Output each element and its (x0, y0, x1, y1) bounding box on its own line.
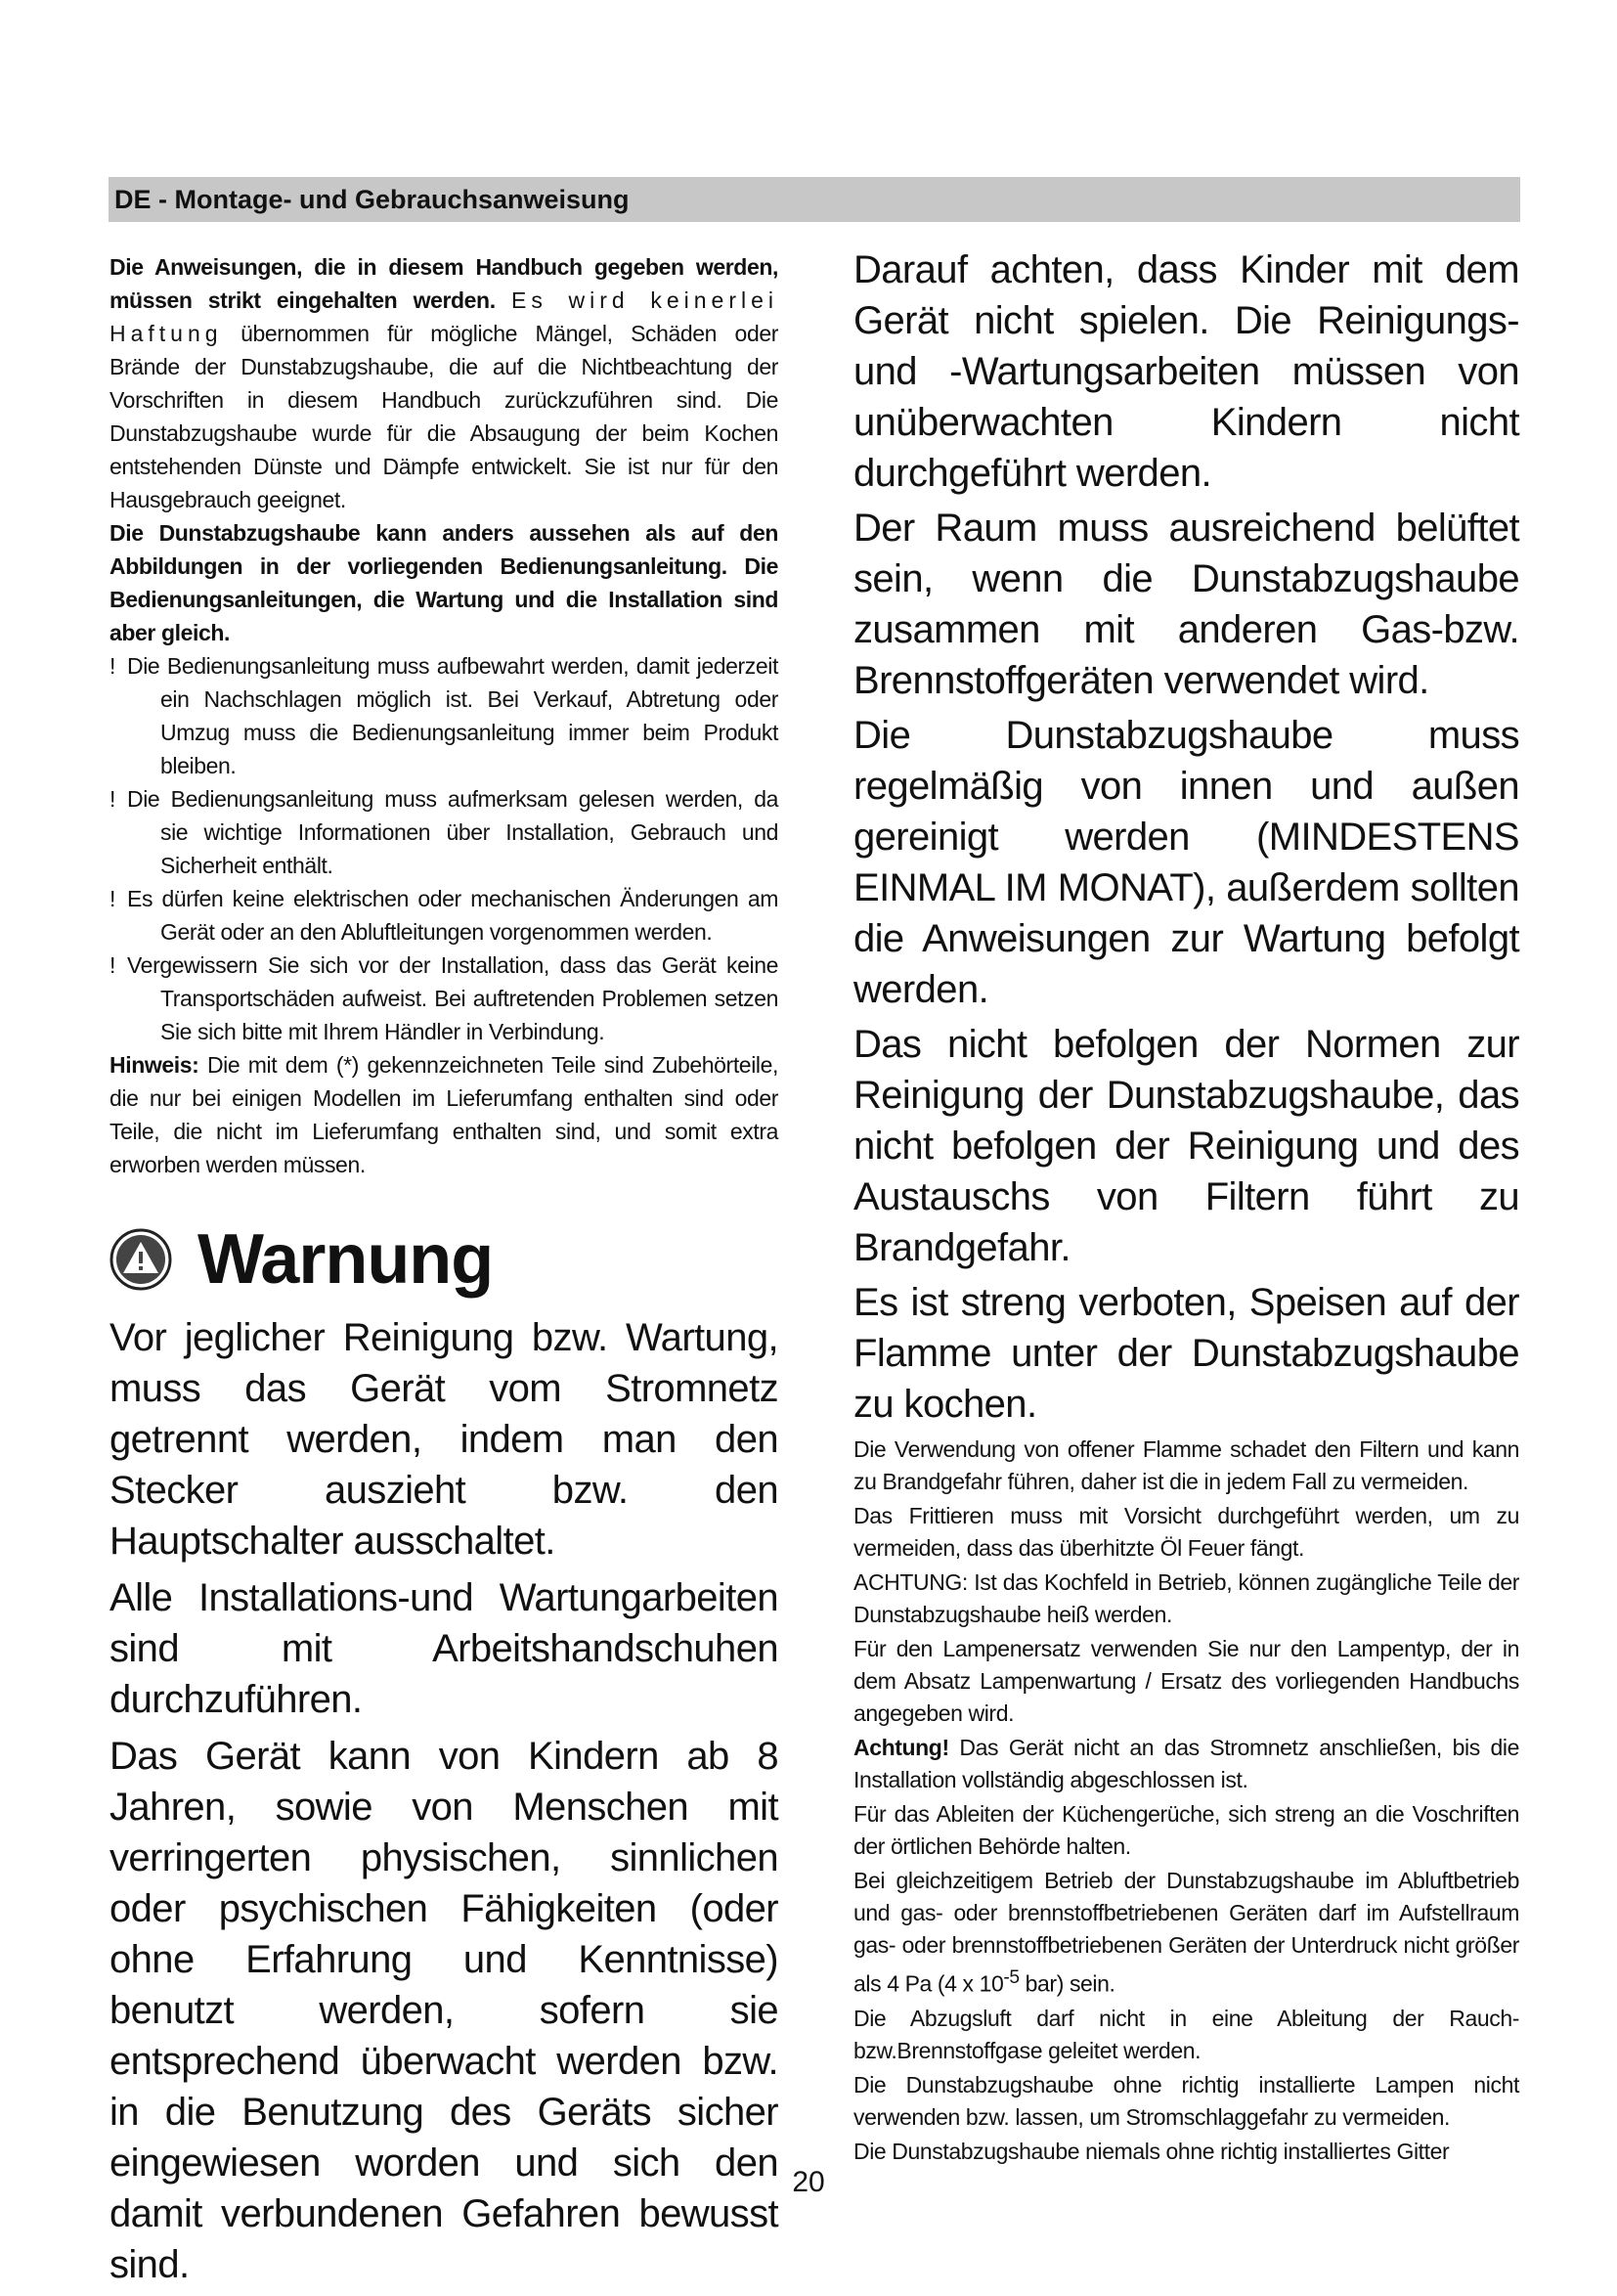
exclamation-icon: ! (109, 786, 115, 812)
intro-paragraph (109, 250, 778, 516)
list-item (109, 782, 778, 882)
right-column (853, 244, 1519, 2170)
list-item (109, 882, 778, 949)
warning-triangle-icon (109, 1228, 172, 1291)
achtung-label: Achtung! (853, 1735, 949, 1760)
small-paragraph: Für das Ableiten der Küchengerüche, sich streng an die Voschriften der örtlichen Behörde halten. (853, 1801, 1519, 1859)
hinweis-block (109, 1048, 778, 1181)
warning-paragraph: Vor jeglicher Reinigung bzw. Wartung, muss das Gerät vom Stromnetz getrennt werden, indem man den Stecker auszieht bzw. den Hauptschalter ausschaltet. (109, 1316, 778, 1563)
hinweis-paragraph (109, 1048, 778, 1181)
bullet-text: Vergewissern Sie sich vor der Installation, dass das Gerät keine Transportschäden aufweist. Bei auftretenden Problemen setzen Sie sich bitte mit Ihrem Händler in Verbindung. (127, 952, 778, 1044)
intro-spaced-text: Es wird keinerlei Haftung (109, 287, 778, 346)
large-text-block (853, 244, 1519, 1430)
achtung-paragraph (853, 1732, 1519, 1796)
appearance-note: Die Dunstabzugshaube kann anders aussehen als auf den Abbildungen in der vorliegenden Bedienungsanleitung. Die Bedienungsanleitungen, die Wartung und die Installation sind aber gleich. (109, 520, 778, 645)
small-paragraph: Die Verwendung von offener Flamme schadet den Filtern und kann zu Brandgefahr führen, daher ist die in jedem Fall zu vermeiden. (853, 1436, 1519, 1494)
intro-rest-text: übernommen für mögliche Mängel, Schäden oder Brände der Dunstabzugshaube, die auf die Nichtbeachtung der Vorschriften in diesem Handbuch zurückzuführen sind. Die Dunstabzugshaube wurde für die Absaugung der beim Kochen entstehenden Dünste und Dämpfe entwickelt. Sie ist nur für den Hausgebrauch geeignet. (109, 321, 778, 512)
large-paragraph: Die Dunstabzugshaube muss regelmäßig von innen und außen gereinigt werden (MINDESTENS EINMAL IM MONAT), außerdem sollten die Anweisungen zur Wartung befolgt werden. (853, 714, 1519, 1011)
large-paragraph: Darauf achten, dass Kinder mit dem Gerät nicht spielen. Die Reinigungs- und -Wartungsarbeiten müssen von unüberwachten Kindern nicht durchgeführt werden. (853, 248, 1519, 495)
large-paragraph: Das nicht befolgen der Normen zur Reinigung der Dunstabzugshaube, das nicht befolgen der Reinigung und des Austauschs von Filtern führt zu Brandgefahr. (853, 1023, 1519, 1269)
small-paragraph: Die Dunstabzugshaube niemals ohne richtig installiertes Gitter (853, 2138, 1450, 2164)
exclamation-icon: ! (109, 886, 115, 911)
small-paragraph: ACHTUNG: Ist das Kochfeld in Betrieb, können zugängliche Teile der Dunstabzugshaube heiß werden. (853, 1569, 1519, 1627)
small-paragraph: Die Dunstabzugshaube ohne richtig installierte Lampen nicht verwenden bzw. lassen, um Stromschlaggefahr zu vermeiden. (853, 2071, 1519, 2130)
section-title: DE - Montage- und Gebrauchsanweisung (114, 185, 630, 214)
achtung-text: Das Gerät nicht an das Stromnetz anschließen, bis die Installation vollständig abgeschlossen ist. (853, 1735, 1519, 1792)
hinweis-label: Hinweis: (109, 1052, 199, 1078)
bullet-text: Die Bedienungsanleitung muss aufbewahrt werden, damit jederzeit ein Nachschlagen möglich ist. Bei Verkauf, Abtretung oder Umzug muss die Bedienungsanleitung immer beim Produkt bleiben. (127, 653, 778, 778)
large-paragraph: Es ist streng verboten, Speisen auf der Flamme unter der Dunstabzugshaube zu kochen. (853, 1281, 1519, 1426)
warning-title: Warnung (197, 1220, 494, 1299)
exclamation-icon: ! (109, 653, 115, 679)
small-paragraph: Das Frittieren muss mit Vorsicht durchgeführt werden, um zu vermeiden, dass das überhitzte Öl Feuer fängt. (853, 1503, 1519, 1561)
bullet-list (109, 649, 778, 1048)
warning-paragraph: Das Gerät kann von Kindern ab 8 Jahren, sowie von Menschen mit verringerten physischen, sinnlichen oder psychischen Fähigkeiten (oder ohne Erfahrung und Kenntnisse) benutzt werden, sofern sie entsprechend überwacht werden bzw. in die Benutzung des Geräts sicher eingewiesen worden und sich den damit verbundenen Gefahren bewusst sind. (109, 1735, 778, 2286)
bullet-text: Es dürfen keine elektrischen oder mechanischen Änderungen am Gerät oder an den Abluftleitungen vorgenommen werden. (127, 886, 778, 945)
intro-bold-text: Die Anweisungen, die in diesem Handbuch gegeben werden, müssen strikt eingehalten werden. (109, 254, 778, 313)
small-paragraph: Die Abzugsluft darf nicht in eine Ableitung der Rauch-bzw.Brennstoffgase geleitet werden. (853, 2005, 1519, 2063)
large-paragraph: Der Raum muss ausreichend belüftet sein, wenn die Dunstabzugshaube zusammen mit anderen Gas-bzw. Brennstoffgeräten verwendet wird. (853, 507, 1519, 702)
exclamation-icon: ! (109, 952, 115, 978)
pressure-exponent: -5 (1003, 1967, 1020, 1988)
bullet-text: Die Bedienungsanleitung muss aufmerksam gelesen werden, da sie wichtige Informationen über Installation, Gebrauch und Sicherheit enthält. (127, 786, 778, 878)
intro-block (109, 250, 778, 649)
pressure-text: Bei gleichzeitigem Betrieb der Dunstabzugshaube im Abluftbetrieb und gas- oder brennstoffbetriebenen Geräten darf im Aufstellraum gas- oder brennstoffbetriebenen Geräten der Unterdruck nicht größer als 4 Pa (4 x 10 (853, 1868, 1519, 1997)
small-paragraph: Für den Lampenersatz verwenden Sie nur den Lampentyp, der in dem Absatz Lampenwartung / Ersatz des vorliegenden Handbuchs angegeben wird. (853, 1636, 1519, 1726)
pressure-paragraph (853, 1865, 1519, 2001)
list-item (109, 949, 778, 1048)
left-column (109, 250, 778, 2296)
pressure-text-end: bar) sein. (1019, 1970, 1115, 1997)
hinweis-text: Die mit dem (*) gekennzeichneten Teile sind Zubehörteile, die nur bei einigen Modellen im Lieferumfang enthalten sind oder Teile, die nicht im Lieferumfang enthalten sind, und somit extra erworben werden müssen. (109, 1052, 778, 1177)
page-number: 20 (792, 2166, 825, 2198)
warning-heading (109, 1220, 778, 1299)
small-text-block (853, 1434, 1519, 2168)
list-item (109, 649, 778, 782)
warning-paragraph: Alle Installations-und Wartungarbeiten sind mit Arbeitshandschuhen durchzuführen. (109, 1576, 778, 1721)
warning-body (109, 1312, 778, 2290)
section-header (109, 177, 1520, 222)
